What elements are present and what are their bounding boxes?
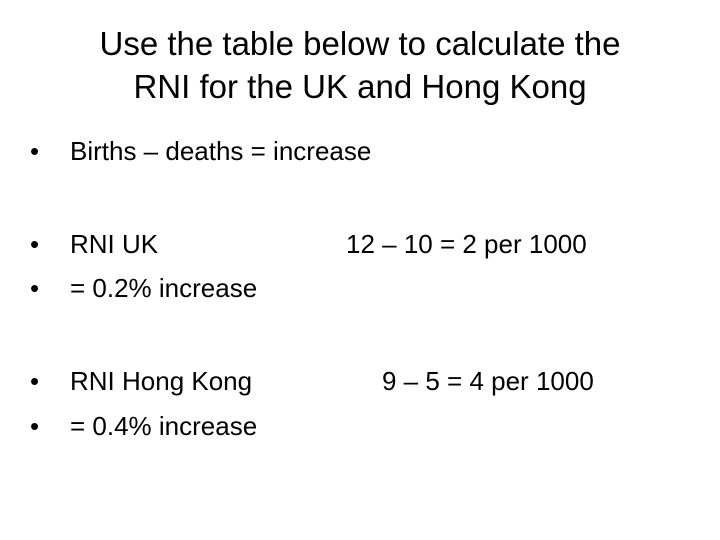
bullet-text: RNI UK bbox=[70, 229, 159, 259]
bullet-text: RNI Hong Kong bbox=[70, 366, 253, 396]
title-line-2: RNI for the UK and Hong Kong bbox=[133, 68, 587, 105]
calc-hong-kong: 9 – 5 = 4 per 1000 bbox=[382, 366, 594, 396]
title-line-1: Use the table below to calculate the bbox=[99, 25, 621, 62]
bullet-dot: • bbox=[30, 229, 40, 259]
bullet-text: = 0.4% increase bbox=[70, 411, 258, 441]
slide-title bbox=[20, 22, 700, 108]
calc-uk: 12 – 10 = 2 per 1000 bbox=[346, 229, 587, 259]
bullet-dot: • bbox=[30, 366, 40, 396]
bullet-dot: • bbox=[30, 136, 40, 166]
bullet-dot: • bbox=[30, 273, 40, 303]
bullet-dot: • bbox=[30, 411, 40, 441]
bullet-text: = 0.2% increase bbox=[70, 273, 258, 303]
bullet-text: Births – deaths = increase bbox=[70, 136, 372, 166]
